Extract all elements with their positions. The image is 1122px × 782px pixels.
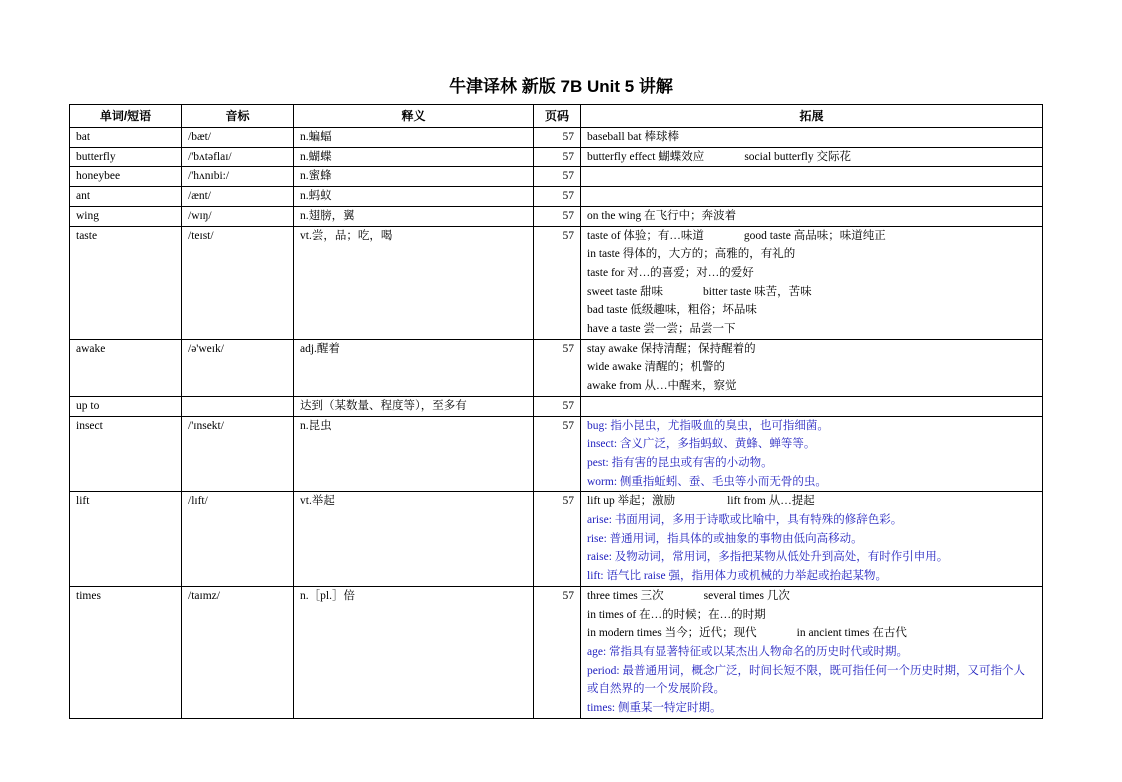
table-body (70, 128, 1043, 719)
extension-phrase: taste for 对…的喜爱；对…的爱好 (587, 266, 754, 279)
extension-phrase: butterfly effect 蝴蝶效应 (587, 150, 705, 163)
extension-phrase: sweet taste 甜味 (587, 285, 664, 298)
table-row (70, 586, 1043, 718)
extension-line (587, 530, 1036, 549)
table-row (70, 147, 1043, 167)
extension-line (587, 283, 1036, 302)
extension-phrase: have a taste 尝一尝；品尝一下 (587, 323, 736, 336)
header-meaning: 释义 (294, 105, 534, 128)
table-row (70, 492, 1043, 587)
extension-phrase: in times of 在…的时候；在…的时期 (587, 608, 766, 621)
extension-phrase: worm: 侧重指蚯蚓、蚕、毛虫等小而无骨的虫。 (587, 475, 827, 488)
extension-line (587, 264, 1036, 283)
table-row (70, 396, 1043, 416)
table-row (70, 187, 1043, 207)
header-page: 页码 (534, 105, 581, 128)
meaning-cell: n.蝴蝶 (294, 147, 534, 167)
extension-phrase: period: 最普通用词，概念广泛，时间长短不限，既可指任何一个历史时期，又可指个人或自然界的一个发展阶段。 (587, 664, 1025, 696)
extension-line (587, 624, 1036, 643)
extension-cell (581, 226, 1043, 339)
extension-phrase: stay awake 保持清醒；保持醒着的 (587, 342, 756, 355)
page-cell: 57 (534, 416, 581, 492)
extension-phrase: rise: 普通用词，指具体的或抽象的事物由低向高移动。 (587, 532, 863, 545)
extension-line (587, 662, 1036, 699)
phonetic-cell: /bæt/ (182, 128, 294, 148)
extension-phrase: social butterfly 交际花 (744, 150, 851, 163)
extension-phrase: bad taste 低级趣味，粗俗；坏品味 (587, 304, 757, 317)
extension-cell (581, 416, 1043, 492)
word-cell: insect (70, 416, 182, 492)
word-cell: wing (70, 206, 182, 226)
page-cell: 57 (534, 206, 581, 226)
extension-phrase: awake from 从…中醒来，察觉 (587, 380, 737, 393)
table-row (70, 416, 1043, 492)
phonetic-cell: /ə'weɪk/ (182, 339, 294, 396)
extension-phrase: in taste 得体的，大方的；高雅的，有礼的 (587, 248, 796, 261)
extension-line (587, 128, 1036, 147)
extension-phrase: good taste 高品味；味道纯正 (743, 229, 886, 242)
meaning-cell: n.蜜蜂 (294, 167, 534, 187)
table-row (70, 339, 1043, 396)
extension-phrase: age: 常指具有显著特征或以某杰出人物命名的历史时代或时期。 (587, 645, 909, 658)
extension-phrase: lift from 从…提起 (727, 495, 815, 508)
page-cell: 57 (534, 226, 581, 339)
page-cell: 57 (534, 586, 581, 718)
extension-line (587, 567, 1036, 586)
extension-phrase: on the wing 在飞行中；奔波着 (587, 209, 737, 222)
extension-line (587, 435, 1036, 454)
page-cell: 57 (534, 128, 581, 148)
extension-line (587, 606, 1036, 625)
extension-phrase: bug: 指小昆虫，尤指吸血的臭虫，也可指细菌。 (587, 419, 829, 432)
extension-cell (581, 167, 1043, 187)
extension-phrase: lift: 语气比 raise 强，指用体力或机械的力举起或抬起某物。 (587, 570, 887, 583)
extension-phrase: bitter taste 味苦，苦味 (703, 285, 812, 298)
word-cell: butterfly (70, 147, 182, 167)
word-cell: bat (70, 128, 182, 148)
extension-line (587, 492, 1036, 511)
extension-line (587, 245, 1036, 264)
extension-phrase: pest: 指有害的昆虫或有害的小动物。 (587, 456, 773, 469)
table-row (70, 167, 1043, 187)
meaning-cell: 达到（某数量、程度等），至多有 (294, 396, 534, 416)
meaning-cell: vt.尝，品；吃，喝 (294, 226, 534, 339)
table-row (70, 226, 1043, 339)
table-row (70, 206, 1043, 226)
word-cell: taste (70, 226, 182, 339)
extension-phrase: arise: 书面用词，多用于诗歌或比喻中，具有特殊的修辞色彩。 (587, 514, 903, 527)
vocabulary-table (69, 104, 1043, 719)
header-extension: 拓展 (581, 105, 1043, 128)
phonetic-cell: /'bʌtəflaɪ/ (182, 147, 294, 167)
meaning-cell: n.昆虫 (294, 416, 534, 492)
extension-line (587, 320, 1036, 339)
header-word: 单词/短语 (70, 105, 182, 128)
page-cell: 57 (534, 167, 581, 187)
phonetic-cell: /taɪmz/ (182, 586, 294, 718)
extension-phrase: times: 侧重某一特定时期。 (587, 702, 722, 715)
extension-phrase: in modern times 当今；近代；现代 (587, 627, 757, 640)
extension-phrase: taste of 体验；有…味道 (587, 229, 704, 242)
extension-line (587, 548, 1036, 567)
extension-phrase: baseball bat 棒球棒 (587, 131, 679, 143)
meaning-cell: n.［pl.］倍 (294, 586, 534, 718)
extension-line (587, 358, 1036, 377)
phonetic-cell: /ænt/ (182, 187, 294, 207)
extension-phrase: raise: 及物动词，常用词，多指把某物从低处升到高处，有时作引申用。 (587, 551, 949, 564)
word-cell: ant (70, 187, 182, 207)
extension-phrase: lift up 举起；激励 (587, 495, 676, 508)
page-cell: 57 (534, 187, 581, 207)
extension-line (587, 511, 1036, 530)
phonetic-cell (182, 396, 294, 416)
extension-line (587, 340, 1036, 359)
extension-phrase: several times 几次 (703, 589, 790, 602)
page-cell: 57 (534, 396, 581, 416)
page-cell: 57 (534, 492, 581, 587)
extension-line (587, 377, 1036, 396)
extension-line (587, 454, 1036, 473)
word-cell: times (70, 586, 182, 718)
table-row (70, 128, 1043, 148)
extension-line (587, 473, 1036, 492)
meaning-cell: adj.醒着 (294, 339, 534, 396)
word-cell: awake (70, 339, 182, 396)
extension-cell (581, 339, 1043, 396)
meaning-cell: n.蝙蝠 (294, 128, 534, 148)
word-cell: lift (70, 492, 182, 587)
word-cell: up to (70, 396, 182, 416)
phonetic-cell: /teɪst/ (182, 226, 294, 339)
extension-cell (581, 147, 1043, 167)
meaning-cell: n.蚂蚁 (294, 187, 534, 207)
extension-line (587, 417, 1036, 436)
meaning-cell: n.翅膀，翼 (294, 206, 534, 226)
extension-line (587, 227, 1036, 246)
extension-phrase: wide awake 清醒的；机警的 (587, 361, 725, 374)
extension-phrase: three times 三次 (587, 589, 664, 602)
extension-line (587, 207, 1036, 226)
meaning-cell: vt.举起 (294, 492, 534, 587)
phonetic-cell: /lɪft/ (182, 492, 294, 587)
extension-cell (581, 396, 1043, 416)
extension-line (587, 699, 1036, 718)
extension-phrase: in ancient times 在古代 (796, 627, 907, 640)
extension-line (587, 148, 1036, 167)
extension-cell (581, 128, 1043, 148)
extension-cell (581, 206, 1043, 226)
extension-cell (581, 187, 1043, 207)
phonetic-cell: /wɪŋ/ (182, 206, 294, 226)
page-cell: 57 (534, 339, 581, 396)
extension-line (587, 643, 1036, 662)
document-title: 牛津译林 新版 7B Unit 5 讲解 (449, 77, 673, 96)
word-cell: honeybee (70, 167, 182, 187)
extension-phrase: insect: 含义广泛，多指蚂蚁、黄蜂、蝉等等。 (587, 438, 816, 451)
extension-line (587, 587, 1036, 606)
extension-cell (581, 586, 1043, 718)
phonetic-cell: /'ɪnsekt/ (182, 416, 294, 492)
page-cell: 57 (534, 147, 581, 167)
extension-line (587, 301, 1036, 320)
header-phonetic: 音标 (182, 105, 294, 128)
table-header-row (70, 105, 1043, 128)
extension-cell (581, 492, 1043, 587)
phonetic-cell: /'hʌnɪbi:/ (182, 167, 294, 187)
